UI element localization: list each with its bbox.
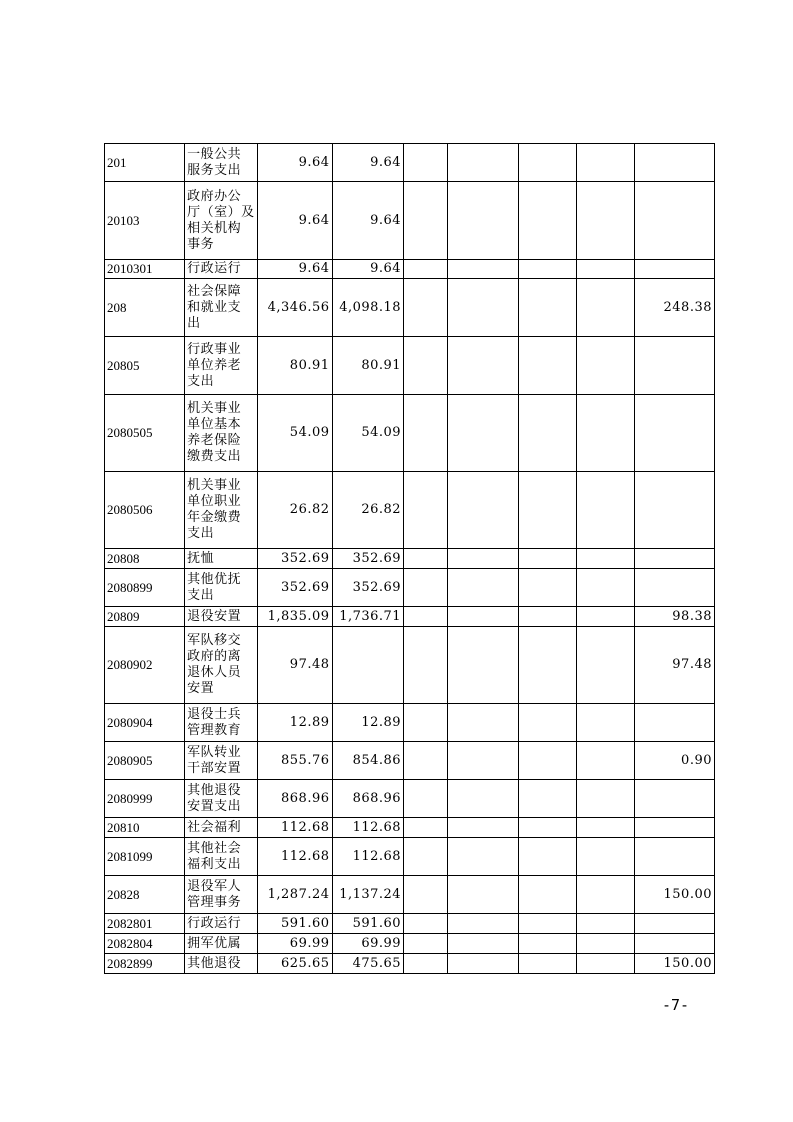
amount-cell-c7 [634,704,714,742]
amount-cell-c2: 12.89 [332,704,404,742]
subject-code-cell: 2082804 [105,934,185,954]
amount-cell-c6 [577,876,635,914]
amount-cell-c7: 97.48 [634,627,714,704]
amount-cell-c1: 352.69 [257,569,332,607]
amount-cell-c2: 854.86 [332,742,404,780]
amount-cell-c3 [404,549,448,569]
amount-cell-c4 [447,934,519,954]
amount-cell-c4 [447,838,519,876]
amount-cell-c7: 98.38 [634,607,714,627]
amount-cell-c7: 150.00 [634,954,714,974]
subject-name-cell: 其他优抚 支出 [185,569,258,607]
amount-cell-c7 [634,780,714,818]
amount-cell-c3 [404,260,448,279]
amount-cell-c6 [577,182,635,260]
subject-code-cell: 2080999 [105,780,185,818]
subject-code-cell: 2082801 [105,914,185,934]
amount-cell-c3 [404,876,448,914]
amount-cell-c7 [634,395,714,472]
subject-name-cell: 机关事业 单位基本 养老保险 缴费支出 [185,395,258,472]
amount-cell-c1: 9.64 [257,144,332,182]
subject-name-cell: 退役军人 管理事务 [185,876,258,914]
amount-cell-c7 [634,914,714,934]
subject-name-cell: 退役士兵 管理教育 [185,704,258,742]
amount-cell-c5 [519,279,577,337]
subject-name-cell: 机关事业 单位职业 年金缴费 支出 [185,472,258,549]
amount-cell-c7 [634,182,714,260]
subject-name-cell: 一般公共 服务支出 [185,144,258,182]
subject-code-cell: 20805 [105,337,185,395]
table-row [105,838,715,876]
amount-cell-c5 [519,627,577,704]
subject-code-cell: 20810 [105,818,185,838]
table-row [105,395,715,472]
subject-name-cell: 行政运行 [185,260,258,279]
amount-cell-c6 [577,818,635,838]
amount-cell-c6 [577,704,635,742]
amount-cell-c2: 26.82 [332,472,404,549]
amount-cell-c1: 80.91 [257,337,332,395]
amount-cell-c5 [519,876,577,914]
amount-cell-c7 [634,472,714,549]
amount-cell-c4 [447,704,519,742]
amount-cell-c5 [519,742,577,780]
table-row [105,954,715,974]
amount-cell-c1: 112.68 [257,838,332,876]
amount-cell-c1: 69.99 [257,934,332,954]
subject-code-cell: 2010301 [105,260,185,279]
amount-cell-c2: 4,098.18 [332,279,404,337]
amount-cell-c6 [577,395,635,472]
amount-cell-c4 [447,607,519,627]
amount-cell-c6 [577,838,635,876]
subject-code-cell: 2080505 [105,395,185,472]
table-row [105,279,715,337]
amount-cell-c5 [519,569,577,607]
table-row [105,182,715,260]
subject-code-cell: 20103 [105,182,185,260]
amount-cell-c3 [404,144,448,182]
subject-code-cell: 2080899 [105,569,185,607]
amount-cell-c4 [447,954,519,974]
subject-name-cell: 行政事业 单位养老 支出 [185,337,258,395]
subject-code-cell: 2080905 [105,742,185,780]
amount-cell-c2: 352.69 [332,569,404,607]
subject-code-cell: 208 [105,279,185,337]
table-row [105,704,715,742]
amount-cell-c5 [519,144,577,182]
amount-cell-c1: 12.89 [257,704,332,742]
amount-cell-c5 [519,818,577,838]
amount-cell-c1: 9.64 [257,260,332,279]
amount-cell-c4 [447,337,519,395]
amount-cell-c2: 475.65 [332,954,404,974]
subject-name-cell: 退役安置 [185,607,258,627]
subject-name-cell: 军队移交 政府的离 退休人员 安置 [185,627,258,704]
amount-cell-c6 [577,472,635,549]
subject-name-cell: 社会保障 和就业支 出 [185,279,258,337]
amount-cell-c1: 1,287.24 [257,876,332,914]
amount-cell-c3 [404,627,448,704]
table-row [105,742,715,780]
amount-cell-c7 [634,337,714,395]
amount-cell-c3 [404,742,448,780]
amount-cell-c2: 69.99 [332,934,404,954]
amount-cell-c1: 625.65 [257,954,332,974]
amount-cell-c1: 112.68 [257,818,332,838]
table-row [105,472,715,549]
amount-cell-c2: 591.60 [332,914,404,934]
amount-cell-c1: 591.60 [257,914,332,934]
table-row [105,260,715,279]
amount-cell-c1: 54.09 [257,395,332,472]
amount-cell-c6 [577,279,635,337]
subject-code-cell: 201 [105,144,185,182]
subject-code-cell: 20809 [105,607,185,627]
amount-cell-c6 [577,260,635,279]
amount-cell-c5 [519,260,577,279]
amount-cell-c3 [404,569,448,607]
amount-cell-c3 [404,607,448,627]
amount-cell-c5 [519,182,577,260]
amount-cell-c5 [519,472,577,549]
amount-cell-c5 [519,914,577,934]
amount-cell-c1: 97.48 [257,627,332,704]
amount-cell-c3 [404,337,448,395]
amount-cell-c6 [577,742,635,780]
amount-cell-c5 [519,549,577,569]
amount-cell-c5 [519,337,577,395]
amount-cell-c4 [447,569,519,607]
amount-cell-c4 [447,549,519,569]
amount-cell-c2 [332,627,404,704]
table-body [105,144,715,974]
amount-cell-c7: 248.38 [634,279,714,337]
amount-cell-c4 [447,144,519,182]
amount-cell-c1: 1,835.09 [257,607,332,627]
amount-cell-c6 [577,144,635,182]
amount-cell-c5 [519,838,577,876]
subject-name-cell: 抚恤 [185,549,258,569]
table-row [105,569,715,607]
amount-cell-c2: 9.64 [332,260,404,279]
amount-cell-c4 [447,818,519,838]
amount-cell-c4 [447,780,519,818]
page-number: -7- [662,996,690,1014]
subject-name-cell: 社会福利 [185,818,258,838]
amount-cell-c3 [404,182,448,260]
amount-cell-c4 [447,472,519,549]
subject-name-cell: 政府办公 厅（室）及 相关机构 事务 [185,182,258,260]
amount-cell-c3 [404,838,448,876]
subject-code-cell: 20808 [105,549,185,569]
amount-cell-c3 [404,279,448,337]
amount-cell-c4 [447,260,519,279]
amount-cell-c4 [447,627,519,704]
amount-cell-c7 [634,934,714,954]
amount-cell-c1: 868.96 [257,780,332,818]
amount-cell-c3 [404,954,448,974]
amount-cell-c6 [577,914,635,934]
amount-cell-c7 [634,260,714,279]
subject-code-cell: 2080902 [105,627,185,704]
subject-code-cell: 2080506 [105,472,185,549]
subject-code-cell: 2082899 [105,954,185,974]
table-row [105,876,715,914]
amount-cell-c6 [577,607,635,627]
amount-cell-c5 [519,607,577,627]
amount-cell-c7: 150.00 [634,876,714,914]
table-row [105,934,715,954]
amount-cell-c7 [634,549,714,569]
table-row [105,914,715,934]
amount-cell-c7 [634,569,714,607]
amount-cell-c1: 855.76 [257,742,332,780]
subject-code-cell: 20828 [105,876,185,914]
amount-cell-c4 [447,876,519,914]
amount-cell-c6 [577,780,635,818]
amount-cell-c5 [519,704,577,742]
table-row [105,780,715,818]
amount-cell-c3 [404,818,448,838]
subject-code-cell: 2081099 [105,838,185,876]
amount-cell-c7 [634,144,714,182]
amount-cell-c4 [447,182,519,260]
amount-cell-c5 [519,954,577,974]
subject-name-cell: 拥军优属 [185,934,258,954]
amount-cell-c1: 352.69 [257,549,332,569]
amount-cell-c6 [577,627,635,704]
amount-cell-c6 [577,934,635,954]
budget-table [104,143,715,974]
amount-cell-c3 [404,914,448,934]
table-row [105,627,715,704]
amount-cell-c2: 352.69 [332,549,404,569]
amount-cell-c7 [634,818,714,838]
amount-cell-c1: 9.64 [257,182,332,260]
table-row [105,818,715,838]
amount-cell-c2: 54.09 [332,395,404,472]
amount-cell-c2: 112.68 [332,838,404,876]
amount-cell-c1: 26.82 [257,472,332,549]
amount-cell-c3 [404,704,448,742]
amount-cell-c2: 80.91 [332,337,404,395]
amount-cell-c7 [634,838,714,876]
amount-cell-c4 [447,914,519,934]
amount-cell-c6 [577,954,635,974]
amount-cell-c2: 1,736.71 [332,607,404,627]
amount-cell-c4 [447,395,519,472]
table-row [105,549,715,569]
amount-cell-c5 [519,395,577,472]
table-row [105,144,715,182]
amount-cell-c6 [577,569,635,607]
amount-cell-c5 [519,934,577,954]
table-row [105,337,715,395]
amount-cell-c2: 9.64 [332,182,404,260]
amount-cell-c2: 868.96 [332,780,404,818]
amount-cell-c7: 0.90 [634,742,714,780]
amount-cell-c3 [404,934,448,954]
subject-name-cell: 其他社会 福利支出 [185,838,258,876]
amount-cell-c4 [447,279,519,337]
amount-cell-c6 [577,337,635,395]
amount-cell-c3 [404,472,448,549]
amount-cell-c1: 4,346.56 [257,279,332,337]
subject-code-cell: 2080904 [105,704,185,742]
subject-name-cell: 军队转业 干部安置 [185,742,258,780]
subject-name-cell: 行政运行 [185,914,258,934]
amount-cell-c2: 9.64 [332,144,404,182]
amount-cell-c2: 1,137.24 [332,876,404,914]
amount-cell-c3 [404,395,448,472]
table-row [105,607,715,627]
amount-cell-c4 [447,742,519,780]
amount-cell-c3 [404,780,448,818]
subject-name-cell: 其他退役 安置支出 [185,780,258,818]
amount-cell-c5 [519,780,577,818]
amount-cell-c2: 112.68 [332,818,404,838]
subject-name-cell: 其他退役 [185,954,258,974]
amount-cell-c6 [577,549,635,569]
